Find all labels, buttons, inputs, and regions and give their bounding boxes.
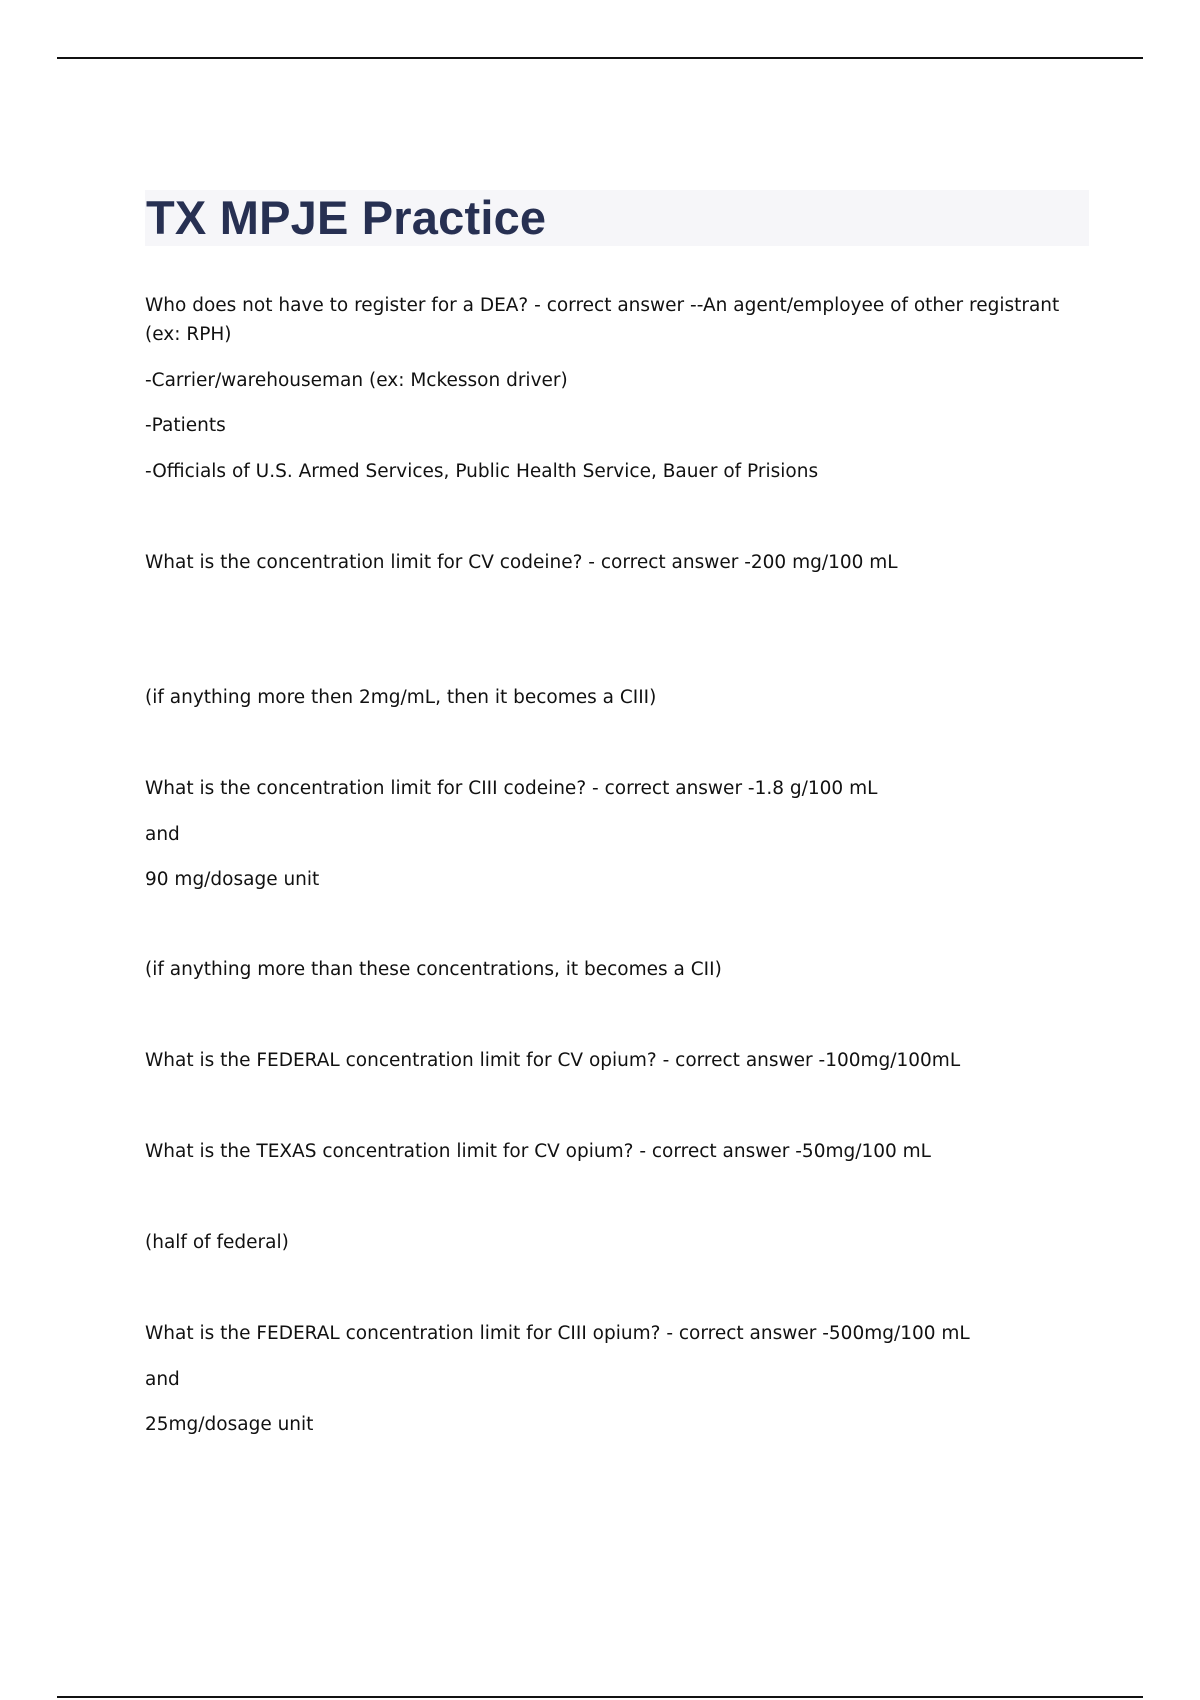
qa-line-4: -Officials of U.S. Armed Services, Public Health Service, Bauer of Prisions [145,461,819,482]
qa-line-5: What is the concentration limit for CV codeine? - correct answer -200 mg/100 mL [145,552,898,573]
qa-line-8: and [145,824,180,845]
qa-line-10: (if anything more than these concentrations, it becomes a CII) [145,959,722,980]
qa-line-14: What is the FEDERAL concentration limit for CIII opium? - correct answer -500mg/100 mL [145,1323,970,1344]
qa-line-6: (if anything more then 2mg/mL, then it becomes a CIII) [145,687,657,708]
qa-line-11: What is the FEDERAL concentration limit for CV opium? - correct answer -100mg/100mL [145,1050,961,1071]
qa-line-13: (half of federal) [145,1232,289,1253]
title-banner [145,190,1089,246]
qa-line-1: Who does not have to register for a DEA? - correct answer --An agent/employee of other registrant (ex: RPH) [145,295,1060,345]
footer-rule [57,1696,1143,1698]
document-title: TX MPJE Practice [146,191,547,244]
qa-line-15: and [145,1369,180,1390]
qa-line-7: What is the concentration limit for CIII codeine? - correct answer -1.8 g/100 mL [145,778,878,799]
qa-line-12: What is the TEXAS concentration limit for CV opium? - correct answer -50mg/100 mL [145,1141,931,1162]
qa-line-3: -Patients [145,415,226,436]
qa-line-16: 25mg/dosage unit [145,1414,314,1435]
qa-line-2: -Carrier/warehouseman (ex: Mckesson driver) [145,370,568,391]
header-rule [57,57,1143,59]
qa-line-9: 90 mg/dosage unit [145,869,320,890]
